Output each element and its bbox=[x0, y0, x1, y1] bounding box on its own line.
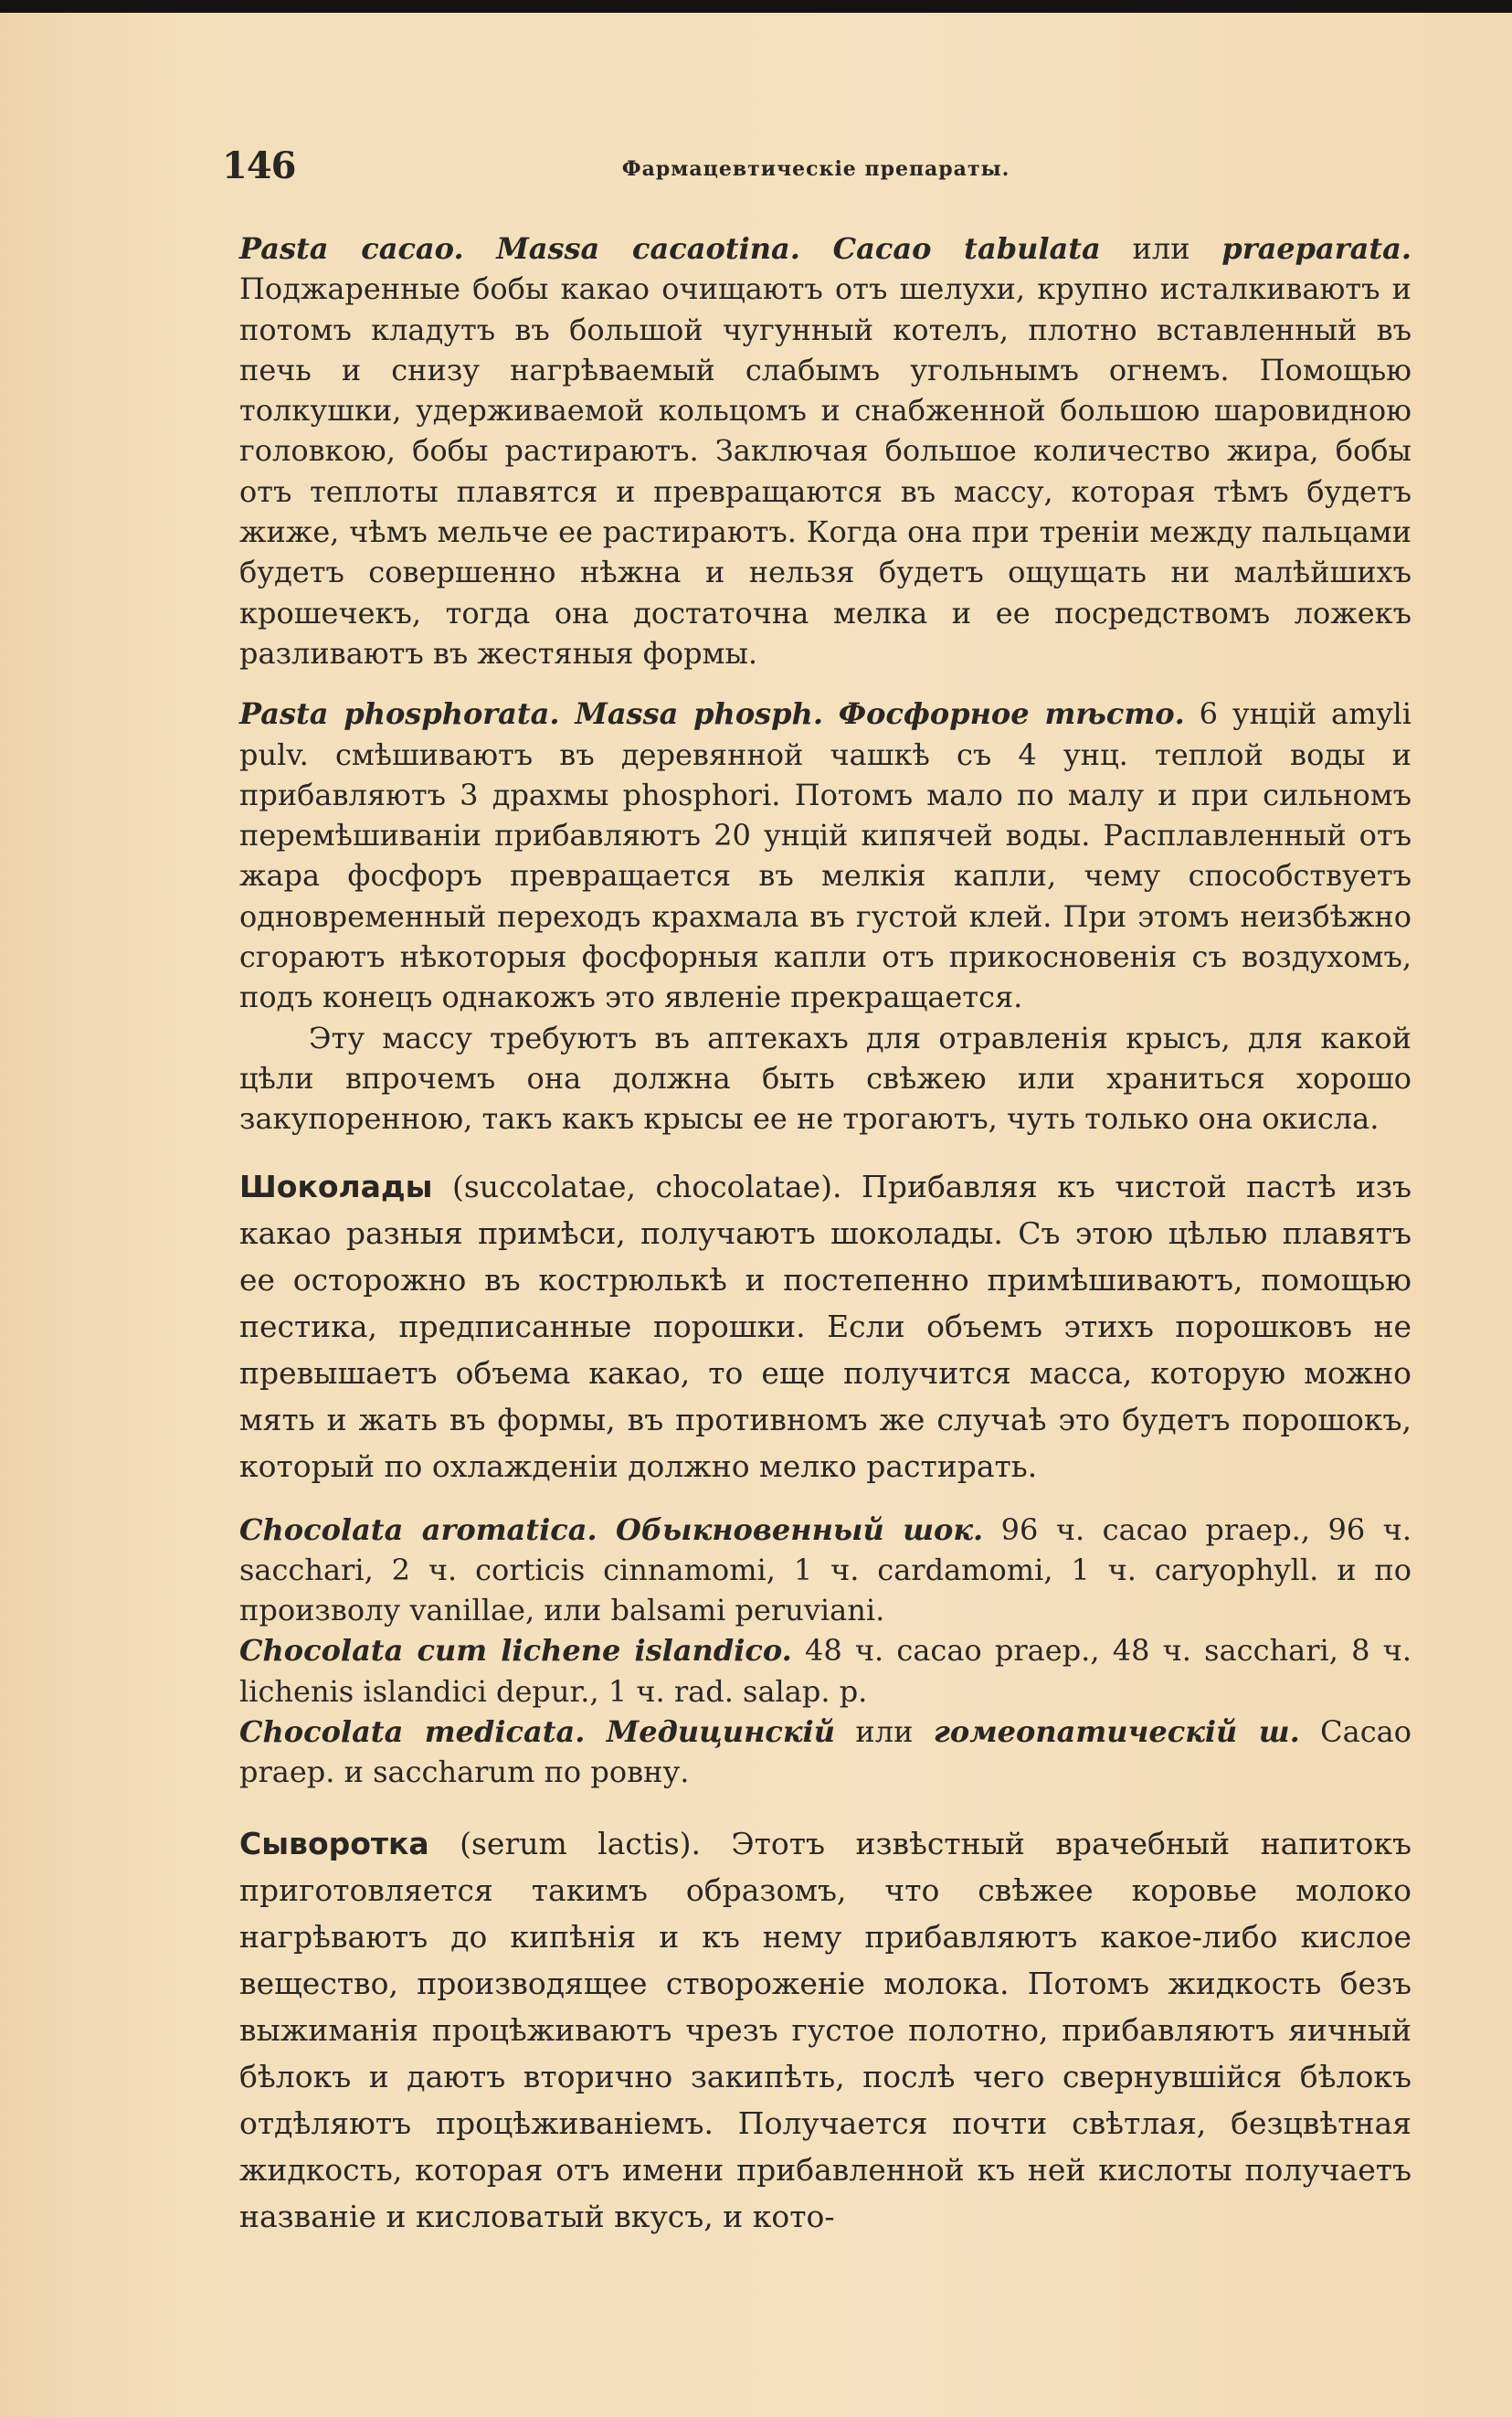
page-number: 146 bbox=[222, 144, 296, 187]
entry-chocolates bbox=[239, 1163, 1412, 1489]
entry-heading: Pasta cacao. Massa cacaotina. Cacao tabulata bbox=[239, 231, 1101, 266]
entry-text: 96 ч. cacao praep., 96 ч. sacchari, 2 ч. corticis cinnamomi, 1 ч. cardamomi, 1 ч. caryophyll. и по произволу vanillae, или balsami peruviani. bbox=[239, 1511, 1412, 1628]
entry-text: Поджаренные бобы какао очищаютъ отъ шелухи, крупно исталкиваютъ и потомъ кладутъ въ большой чугунный котелъ, плотно вставленный въ печь и снизу нагрѣваемый слабымъ угольнымъ огнемъ. Помощью толкушки, удерживаемой кольцомъ и снабженной большою шаровидною головкою, бобы растираютъ. Заключая большое количество жира, бобы отъ теплоты плавятся и превращаются въ массу, которая тѣмъ будетъ жиже, чѣмъ мельче ее растираютъ. Когда она при треніи между пальцами будетъ совершенно нѣжна и нельзя будетъ ощущать ни малѣйшихъ крошечекъ, тогда она достаточна мелка и ее посредствомъ ложекъ разливаютъ въ жестяныя формы. bbox=[239, 271, 1412, 671]
entry-heading: Chocolata aromatica. Обыкновенный шок. bbox=[239, 1511, 984, 1547]
page-body bbox=[239, 228, 1412, 2240]
entry-heading: Pasta phosphorata. Massa phosph. Фосфорное тѣсто. bbox=[239, 696, 1185, 732]
entry-text: Cacao praep. и saccharum по ровну. bbox=[239, 1714, 1412, 1790]
entry-heading-alt: praeparata. bbox=[1221, 231, 1412, 266]
entry-text: (serum lactis). Этотъ извѣстный врачебный напитокъ приготовляется такимъ образомъ, что свѣжее коровье молоко нагрѣваютъ до кипѣнія и къ нему прибавляютъ какое-либо кислое вещество, производящее створоженіе молока. Потомъ жидкость безъ выжиманія процѣживаютъ чрезъ густое полотно, прибавляютъ яичный бѣлокъ и даютъ вторично закипѣть, послѣ чего свернувшійся бѣлокъ отдѣляютъ процѣживаніемъ. Получается почти свѣтлая, безцвѣтная жидкость, которая отъ имени прибавленной къ ней кислоты получаетъ названіе и кисловатый вкусъ, и кото- bbox=[239, 1825, 1412, 2234]
entry-pasta-cacao bbox=[239, 228, 1412, 673]
entry-pasta-phosphorata bbox=[239, 694, 1412, 1017]
section-heading: Сыворотка bbox=[239, 1825, 429, 1861]
scan-edge bbox=[0, 0, 1512, 13]
entry-chocolata-aromatica bbox=[239, 1510, 1412, 1631]
entry-heading: Chocolata medicata. Медицинскій bbox=[239, 1714, 835, 1750]
entry-connector: или bbox=[834, 1714, 934, 1750]
entry-text: Эту массу требуютъ въ аптекахъ для отравленія крысъ, для какой цѣли впрочемъ она должна быть свѣжею или храниться хорошо закупоренною, такъ какъ крысы ее не трогаютъ, чуть только она окисла. bbox=[239, 1020, 1412, 1137]
running-title: Фармацевтическіе препараты. bbox=[621, 157, 1010, 181]
entry-chocolata-medicata bbox=[239, 1712, 1412, 1793]
entry-chocolata-lichene bbox=[239, 1630, 1412, 1712]
entry-text: (succolatae, chocolatae). Прибавляя къ чистой пастѣ изъ какао разныя примѣси, получаютъ шоколады. Съ этою цѣлью плавятъ ее осторожно въ кострюлькѣ и постепенно примѣшиваютъ, помощью пестика, предписанные порошки. Если объемъ этихъ порошковъ не превышаетъ объема какао, то еще получится масса, которую можно мять и жать въ формы, въ противномъ же случаѣ это будетъ порошокъ, который по охлажденіи должно мелко растирать. bbox=[239, 1168, 1412, 1484]
entry-text: 6 унцій amyli pulv. смѣшиваютъ въ деревянной чашкѣ съ 4 унц. теплой воды и прибавляютъ 3 драхмы phosphori. Потомъ мало по малу и при сильномъ перемѣшиваніи прибавляютъ 20 унцій кипячей воды. Расплавленный отъ жара фосфоръ превращается въ мелкія капли, чему способствуетъ одновременный переходъ крахмала въ густой клей. При этомъ неизбѣжно сгораютъ нѣкоторыя фосфорныя капли отъ прикосновенія съ воздухомъ, подъ конецъ однакожъ это явленіе прекращается. bbox=[239, 696, 1412, 1015]
entry-text: 48 ч. cacao praep., 48 ч. sacchari, 8 ч. lichenis islandici depur., 1 ч. rad. salap. p. bbox=[239, 1633, 1412, 1709]
entry-serum bbox=[239, 1820, 1412, 2240]
entry-heading: Chocolata cum lichene islandico. bbox=[239, 1633, 792, 1669]
page-header bbox=[222, 144, 1410, 190]
section-heading: Шоколады bbox=[239, 1168, 433, 1204]
entry-paragraph bbox=[239, 1018, 1412, 1140]
entry-heading-alt: гомеопатическій ш. bbox=[933, 1714, 1300, 1750]
entry-connector: или bbox=[1100, 231, 1222, 266]
